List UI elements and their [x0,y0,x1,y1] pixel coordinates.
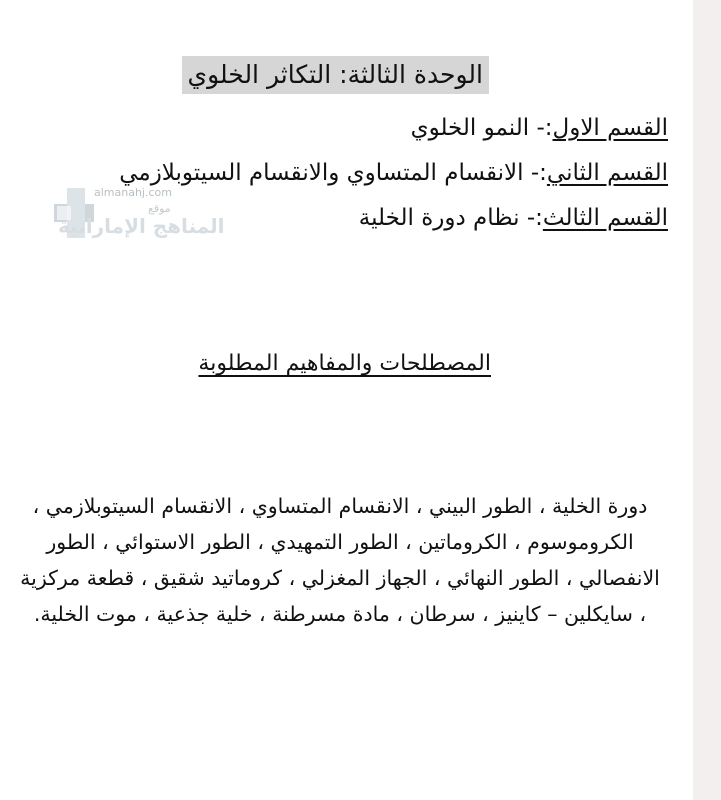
section-3-text: :- نظام دورة الخلية [358,205,543,231]
right-margin-strip [693,0,721,800]
section-3 [359,202,668,234]
section-1 [411,112,668,144]
unit-title: الوحدة الثالثة: التكاثر الخلوي [182,56,489,94]
section-2-label: القسم الثاني [546,160,668,186]
terms-list: دورة الخلية ، الطور البيني ، الانقسام المتساوي ، الانقسام السيتوبلازمي ، الكروموسوم ، الكروماتين ، الطور التمهيدي ، الطور الاستوائي ، الطور الانفصالي ، الطور النهائي ، الجهاز المغزلي ، كروماتيد شقيق ، قطعة مركزية ، سايكلين – كاينيز ، سرطان ، مادة مسرطنة ، خلية جذعية ، موت الخلية. [20,494,660,626]
terms-heading: المصطلحات والمفاهيم المطلوبة [198,351,491,376]
watermark-name: المناهج الإماراتية [58,214,225,238]
section-2-text: :- الانقسام المتساوي والانقسام السيتوبلازمي [119,160,547,186]
watermark-logo [54,184,225,254]
section-3-label: القسم الثالث [542,205,668,231]
section-1-text: :- النمو الخلوي [410,115,553,141]
watermark-small-label: موقع [148,202,171,215]
watermark-site: almanahj.com [94,186,172,199]
section-2 [119,157,668,189]
section-1-label: القسم الاول [552,115,668,141]
